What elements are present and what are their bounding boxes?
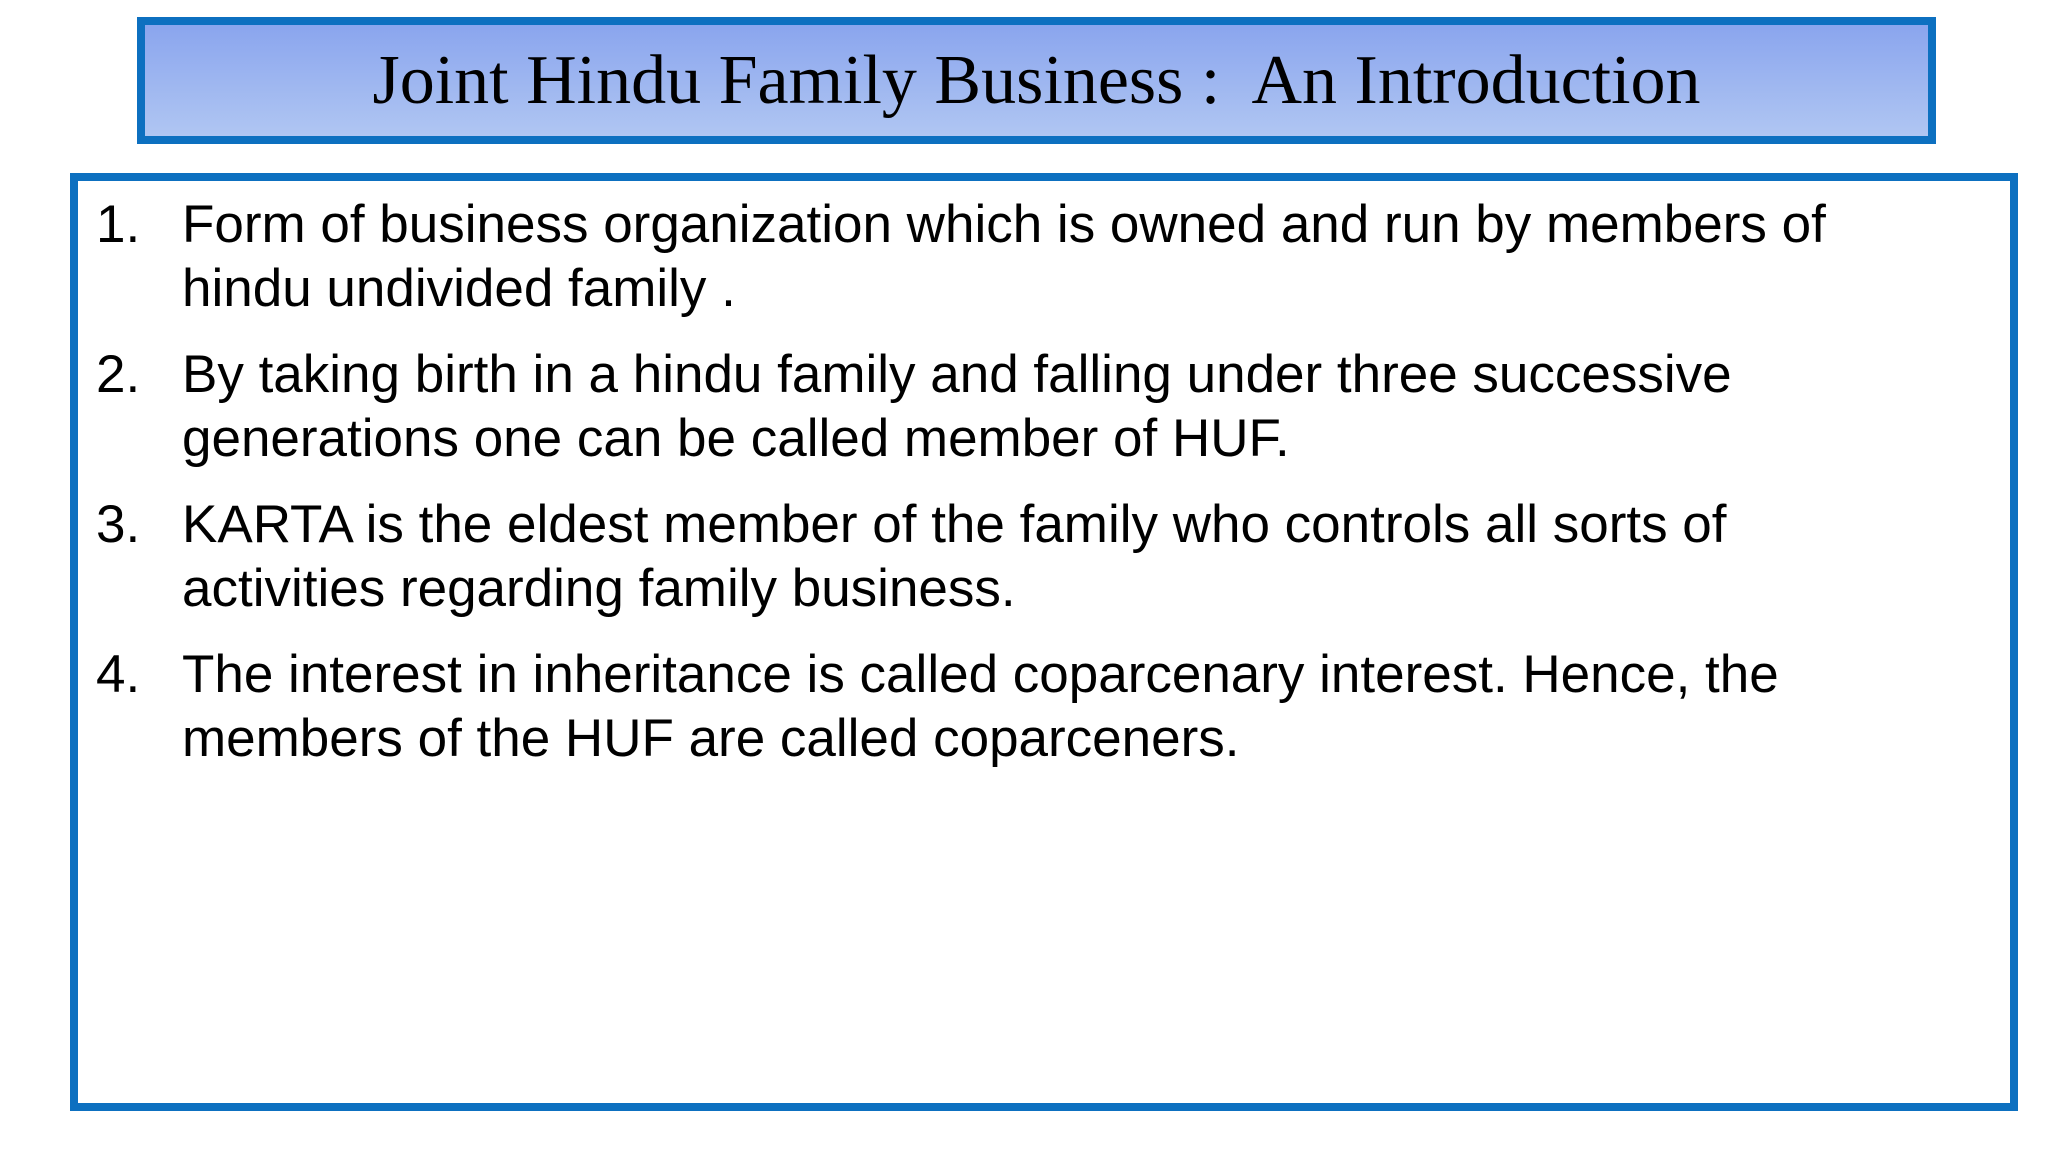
list-item-number: 2.: [96, 345, 141, 404]
content-box: [70, 173, 2018, 1111]
list-item-number: 1.: [96, 195, 141, 254]
list-item-text: Form of business organization which is owned and run by members of hindu undivided family .: [182, 195, 1826, 318]
list-item: [96, 493, 1976, 621]
list-item-text: The interest in inheritance is called coparcenary interest. Hence, the members of the HUF are called coparceners.: [182, 645, 1779, 768]
list-item: [96, 193, 1976, 321]
list-item-number: 4.: [96, 645, 141, 704]
list-item-text: By taking birth in a hindu family and falling under three successive generations one can be called member of HUF.: [182, 345, 1732, 468]
slide-title-box: [137, 17, 1936, 144]
slide-title: Joint Hindu Family Business : An Introduction: [372, 41, 1701, 119]
list-item: [96, 643, 1976, 771]
list-item-text: KARTA is the eldest member of the family who controls all sorts of activities regarding family business.: [182, 495, 1727, 618]
list-item-number: 3.: [96, 495, 141, 554]
list-item: [96, 343, 1976, 471]
numbered-list: [96, 193, 1976, 793]
